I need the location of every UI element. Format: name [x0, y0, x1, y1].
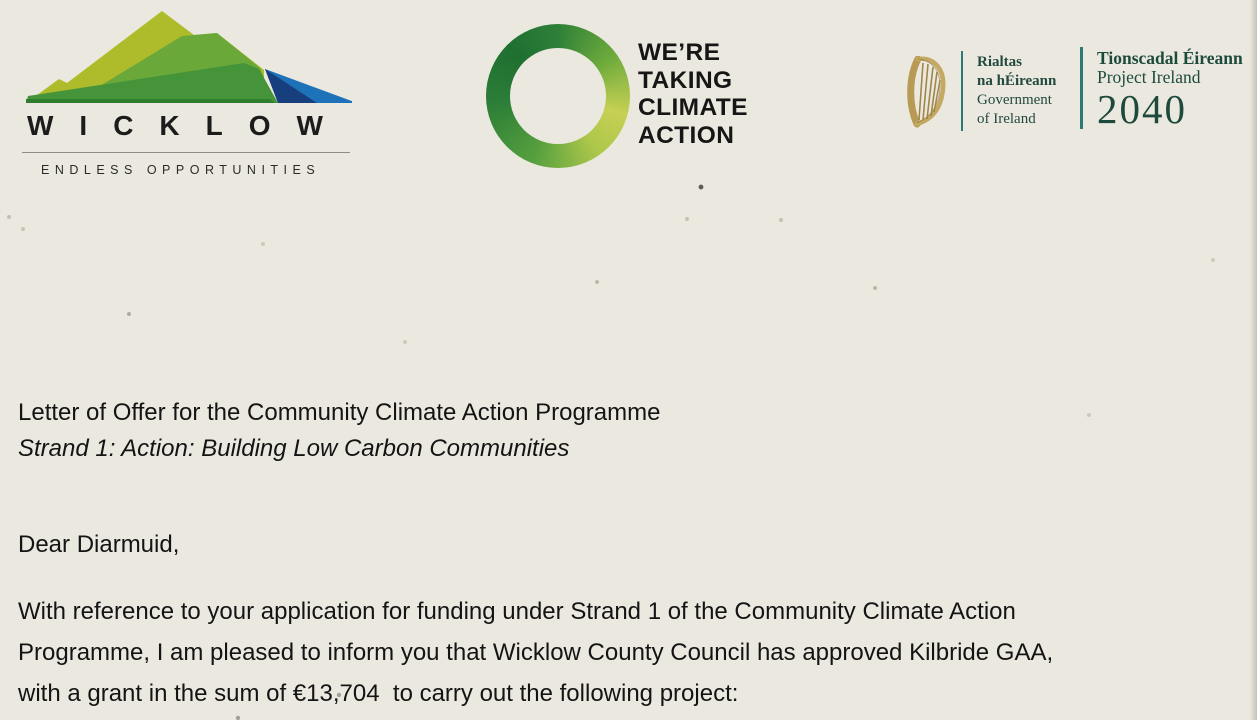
climate-line-3: CLIMATE — [638, 94, 748, 121]
gov-irish-line-2: na hÉireann — [977, 73, 1057, 89]
letter-paragraph — [18, 591, 1053, 714]
paragraph-line-1: With reference to your application for funding under Strand 1 of the Community Climate Action — [18, 598, 1016, 625]
wicklow-divider-line — [22, 152, 350, 153]
paragraph-line-3: with a grant in the sum of €13,704 to carry out the following project: — [18, 680, 739, 707]
gov-irish-line-1: Rialtas — [977, 54, 1022, 70]
climate-line-1: WE’RE — [638, 39, 721, 66]
letter-salutation: Dear Diarmuid, — [18, 531, 180, 558]
climate-line-2: TAKING — [638, 66, 733, 94]
wicklow-tagline: ENDLESS OPPORTUNITIES — [41, 163, 321, 177]
gov-english-line-2: of Ireland — [977, 111, 1036, 127]
page-edge-shadow — [1250, 0, 1257, 720]
letter-subtitle: Strand 1: Action: Building Low Carbon Communities — [18, 435, 570, 462]
wicklow-mountain-icon — [12, 6, 352, 106]
project-ireland-2040-text — [1097, 49, 1243, 130]
project-divider-line — [1080, 47, 1083, 129]
paragraph-line-2: Programme, I am pleased to inform you that Wicklow County Council has approved Kilbride GAA, — [18, 639, 1054, 666]
climate-line-4: ACTION — [638, 121, 735, 149]
gov-divider-line — [961, 51, 963, 131]
wicklow-logo — [0, 0, 370, 190]
project-irish-line: Tionscadal Éireann — [1097, 48, 1243, 68]
government-of-ireland-text — [977, 53, 1056, 129]
climate-action-wordmark — [638, 39, 748, 149]
wicklow-wordmark: WICKLOW — [27, 110, 349, 141]
government-logo — [890, 40, 1250, 150]
letter-title: Letter of Offer for the Community Climate Action Programme — [18, 399, 661, 426]
project-year: 2040 — [1097, 86, 1187, 132]
climate-ring-icon — [486, 24, 630, 168]
gov-english-line-1: Government — [977, 92, 1052, 108]
project-english-line: Project Ireland — [1097, 67, 1201, 87]
harp-icon — [905, 56, 951, 128]
